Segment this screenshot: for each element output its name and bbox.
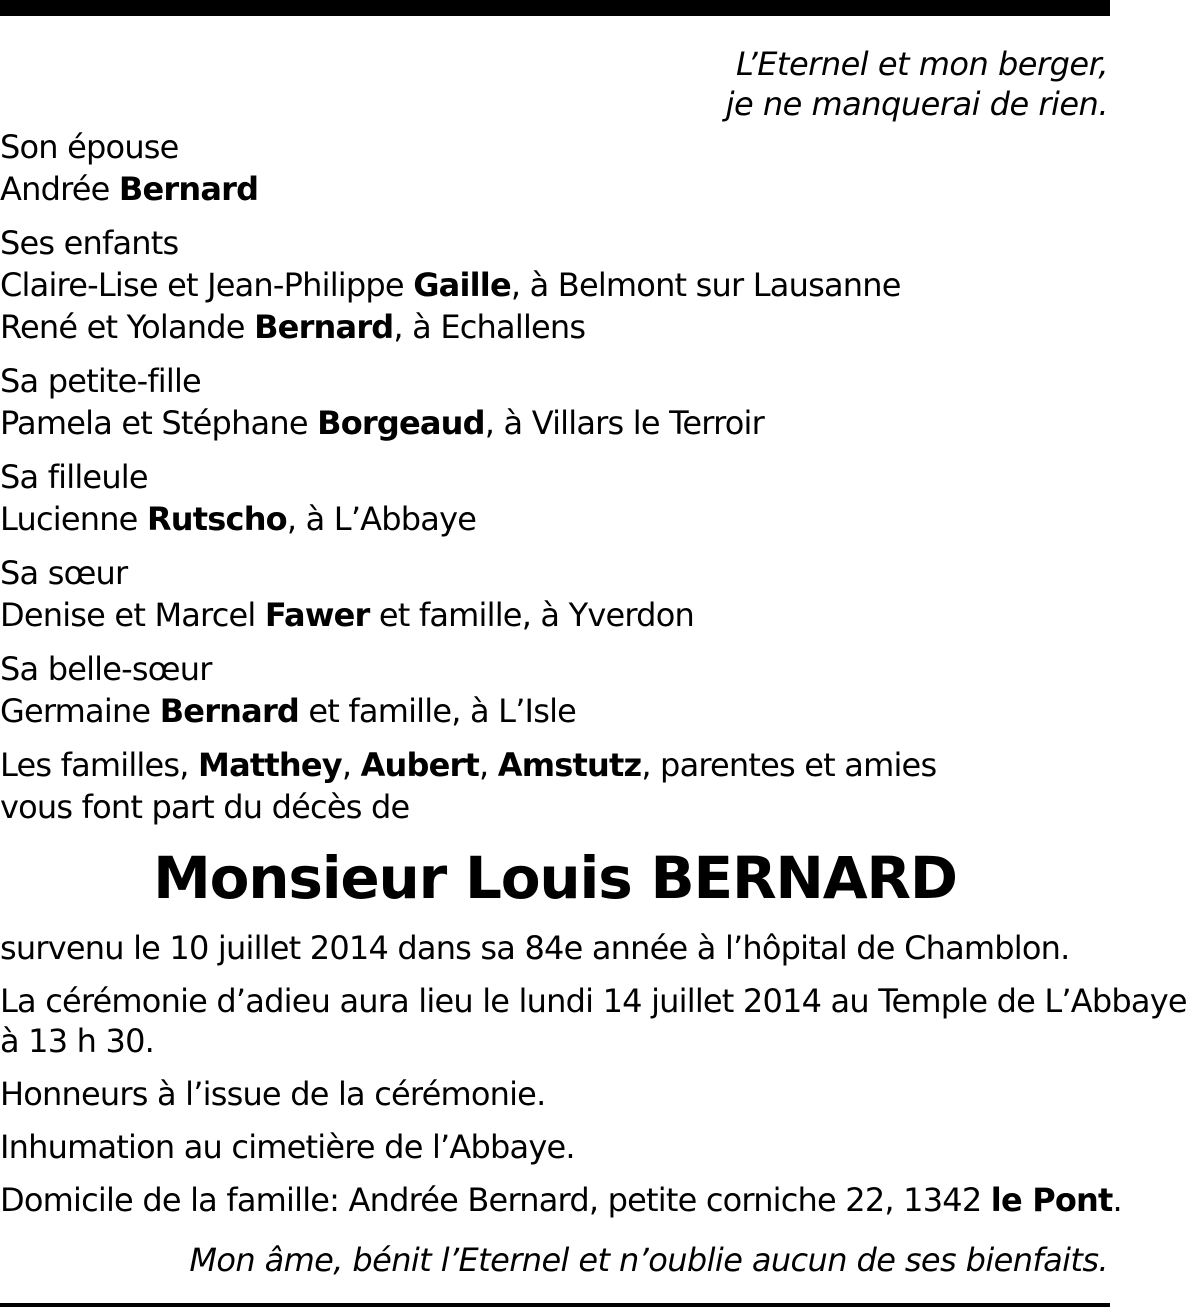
sister-place: et famille, à Yverdon [378,596,694,634]
ceremony-line-1: La cérémonie d’adieu aura lieu le lundi 14 juillet 2014 au Temple de L’Abbaye [0,982,1187,1020]
granddaughter-place: , à Villars le Terroir [484,404,764,442]
spouse-heading: Son épouse [0,128,179,166]
granddaughter-group [0,360,1110,444]
granddaughter-surname: Borgeaud [317,404,485,442]
children-heading: Ses enfants [0,224,179,262]
sister-in-law-entry [0,690,1110,732]
funeral-details [0,928,1187,1233]
closing-verse: Mon âme, bénit l’Eternel et n’oublie aucun de ses bienfaits. [189,1241,1108,1279]
child-surname: Gaille [413,266,511,304]
granddaughter-heading: Sa petite-fille [0,362,201,400]
child-given-names: René et Yolande [0,308,245,346]
sister-entry [0,594,1110,636]
domicile-end: . [1112,1181,1122,1219]
goddaughter-place: , à L’Abbaye [286,500,477,538]
domicile-notice [0,1180,1122,1220]
spouse-name [0,168,1110,210]
families-suffix: , parentes et amies [641,746,937,784]
deceased-name: Monsieur Louis BERNARD [153,844,957,912]
sister-group [0,552,1110,636]
spouse-group [0,126,1110,210]
families-group [0,744,1110,828]
sister-in-law-heading: Sa belle-sœur [0,650,212,688]
opening-verse [726,44,1108,124]
top-rule [0,0,1110,16]
family-list [0,126,1110,840]
spouse-given-name: Andrée [0,170,110,208]
child-entry [0,306,1110,348]
child-place: , à Belmont sur Lausanne [510,266,901,304]
goddaughter-surname: Rutscho [146,500,287,538]
children-group [0,222,1110,348]
child-given-names: Claire-Lise et Jean-Philippe [0,266,404,304]
bottom-rule [0,1303,1110,1307]
ceremony-notice [0,981,1187,1061]
goddaughter-entry [0,498,1110,540]
spouse-surname: Bernard [118,170,259,208]
goddaughter-given-name: Lucienne [0,500,138,538]
opening-verse-line-1: L’Eternel et mon berger, [735,45,1108,83]
child-place: , à Echallens [393,308,586,346]
ceremony-line-2: à 13 h 30. [0,1022,155,1060]
domicile-address: Domicile de la famille: Andrée Bernard, petite corniche 22, 1342 [0,1181,982,1219]
family-name: Amstutz [497,746,642,784]
burial-notice: Inhumation au cimetière de l’Abbaye. [0,1128,575,1166]
sister-surname: Fawer [264,596,370,634]
domicile-town: le Pont [990,1181,1113,1219]
sister-in-law-surname: Bernard [159,692,300,730]
sister-in-law-place: et famille, à L’Isle [308,692,577,730]
families-prefix: Les familles, [0,746,189,784]
child-entry [0,264,1110,306]
goddaughter-group [0,456,1110,540]
family-name: Matthey [198,746,342,784]
opening-verse-line-2: je ne manquerai de rien. [725,85,1108,123]
granddaughter-entry [0,402,1110,444]
family-name: Aubert [360,746,479,784]
sister-in-law-group [0,648,1110,732]
honours-notice: Honneurs à l’issue de la cérémonie. [0,1075,546,1113]
sister-given-names: Denise et Marcel [0,596,256,634]
death-notice: survenu le 10 juillet 2014 dans sa 84e année à l’hôpital de Chamblon. [0,929,1070,967]
families-line: Les familles, Matthey, Aubert, Amstutz, parentes et amies [0,746,937,784]
sister-in-law-given-name: Germaine [0,692,151,730]
child-surname: Bernard [254,308,394,346]
goddaughter-heading: Sa filleule [0,458,148,496]
sister-heading: Sa sœur [0,554,128,592]
announcement-line: vous font part du décès de [0,788,410,826]
granddaughter-given-names: Pamela et Stéphane [0,404,308,442]
